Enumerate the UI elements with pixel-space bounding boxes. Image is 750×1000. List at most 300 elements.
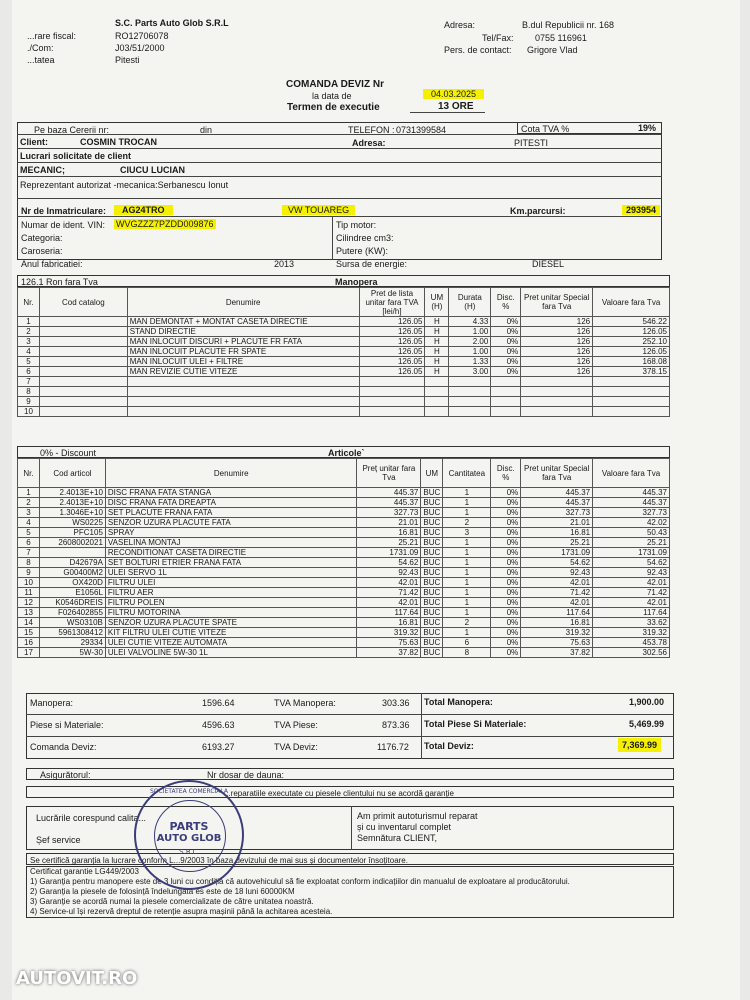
parts-cell: 16.81 xyxy=(357,618,421,628)
labor-cell: 4.33 xyxy=(449,317,491,327)
labor-cell: H xyxy=(425,357,449,367)
labor-cell: 126 xyxy=(521,347,593,357)
table-row xyxy=(18,387,670,397)
parts-cell: 17 xyxy=(18,648,40,658)
parts-cell: BUC xyxy=(421,508,443,518)
parts-cell: 0% xyxy=(491,528,521,538)
labor-net: 1596.64 xyxy=(202,698,235,708)
parts-cell: D42679A xyxy=(39,558,105,568)
parts-cell: 21.01 xyxy=(521,518,593,528)
labor-cell: 378.15 xyxy=(593,367,670,377)
warranty-line-1: 1) Garanția pentru manopere este de 3 luni cu condiția că autovehiculul să fie exploatat conform indicațiilor din manualul de exploatare al producătorului. xyxy=(30,877,570,886)
rule xyxy=(351,806,352,850)
labor-cell: 0% xyxy=(491,317,521,327)
parts-cell: 92.43 xyxy=(593,568,670,578)
client-address: PITESTI xyxy=(514,138,549,148)
parts-cell: RECONDITIONAT CASETA DIRECTIE xyxy=(105,548,357,558)
insurer-box xyxy=(26,768,674,780)
parts-total-label: Total Piese Si Materiale: xyxy=(424,719,527,729)
parts-cell: FILTRU AER xyxy=(105,588,357,598)
parts-cell: 71.42 xyxy=(593,588,670,598)
parts-cell: 0% xyxy=(491,598,521,608)
labor-cell xyxy=(127,397,359,407)
parts-cell: 1 xyxy=(443,598,491,608)
parts-cell: 29334 xyxy=(39,638,105,648)
table-row xyxy=(18,528,670,538)
labor-header-cell: Cod catalog xyxy=(39,288,127,317)
vat-value: 19% xyxy=(638,123,657,133)
labor-cell xyxy=(39,397,127,407)
labor-cell: 126.05 xyxy=(359,317,425,327)
parts-cell: 0% xyxy=(491,538,521,548)
table-row xyxy=(18,618,670,628)
labor-header-cell: Valoare fara Tva xyxy=(593,288,670,317)
parts-header-row xyxy=(18,459,670,488)
displacement-label: Cilindree cm3: xyxy=(336,233,394,243)
labor-header-cell: Durata (H) xyxy=(449,288,491,317)
date-label: la data de xyxy=(312,91,352,101)
labor-cell: 252.10 xyxy=(593,337,670,347)
parts-cell: 54.62 xyxy=(593,558,670,568)
parts-cell: 42.01 xyxy=(593,578,670,588)
labor-cell xyxy=(491,387,521,397)
labor-cell xyxy=(39,387,127,397)
table-row xyxy=(18,568,670,578)
certify-text: Se certifică garanția la lucrare conform L...9/2003 în baza devizului de mai sus și documentelor însoțitoare. xyxy=(30,856,408,865)
parts-cell: ULEI CUTIE VITEZE AUTOMATA xyxy=(105,638,357,648)
table-row xyxy=(18,608,670,618)
labor-cell xyxy=(39,347,127,357)
parts-cell: 1731.09 xyxy=(521,548,593,558)
parts-cell: 327.73 xyxy=(593,508,670,518)
parts-cell: 13 xyxy=(18,608,40,618)
labor-cell xyxy=(127,387,359,397)
labor-header-cell: Pret unitar Special fara Tva xyxy=(521,288,593,317)
order-term: 13 ORE xyxy=(438,101,474,112)
labor-cell: 546.22 xyxy=(593,317,670,327)
parts-cell: 14 xyxy=(18,618,40,628)
engine-type-label: Tip motor: xyxy=(336,220,377,230)
labor-cell xyxy=(39,407,127,417)
parts-cell: 16.81 xyxy=(521,618,593,628)
labor-cell: 2 xyxy=(18,327,40,337)
labor-vat: 303.36 xyxy=(382,698,410,708)
parts-cell: SENZOR UZURA PLACUTE SPATE xyxy=(105,618,357,628)
parts-header-cell: UM xyxy=(421,459,443,488)
parts-cell: KIT FILTRU ULEI CUTIE VITEZE xyxy=(105,628,357,638)
mechanic-label: MECANIC; xyxy=(20,165,65,175)
parts-cell: 21.01 xyxy=(357,518,421,528)
parts-table xyxy=(17,458,670,658)
parts-cell: 11 xyxy=(18,588,40,598)
reg-number: J03/51/2000 xyxy=(115,43,165,53)
parts-cell: 0% xyxy=(491,488,521,498)
parts-cell: BUC xyxy=(421,488,443,498)
labor-cell: MAN INLOCUIT PLACUTE FR SPATE xyxy=(127,347,359,357)
labor-cell xyxy=(425,397,449,407)
labor-cell: MAN INLOCUIT DISCURI + PLACUTE FR FATA xyxy=(127,337,359,347)
labor-section-title: Manopera xyxy=(335,277,378,287)
table-row xyxy=(18,407,670,417)
parts-cell: 1 xyxy=(443,578,491,588)
labor-cell: 3.00 xyxy=(449,367,491,377)
table-row xyxy=(18,538,670,548)
parts-cell: 1 xyxy=(443,538,491,548)
fuel-value: DIESEL xyxy=(532,259,565,269)
labor-cell xyxy=(491,407,521,417)
address-label: Adresa: xyxy=(444,20,476,30)
client-parts-note: ...reparatiile executate cu piesele clientului nu se acordă garanție xyxy=(224,789,454,798)
labor-vat-label: TVA Manopera: xyxy=(274,698,336,708)
parts-cell: 6 xyxy=(18,538,40,548)
parts-section-title: Articole` xyxy=(328,448,365,458)
labor-cell xyxy=(39,317,127,327)
order-date: 04.03.2025 xyxy=(423,89,484,99)
labor-cell: 1.00 xyxy=(449,327,491,337)
labor-cell: 126.05 xyxy=(359,357,425,367)
labor-cell xyxy=(127,407,359,417)
parts-cell: 0% xyxy=(491,568,521,578)
parts-cell: 42.01 xyxy=(357,598,421,608)
parts-cell: 9 xyxy=(18,568,40,578)
labor-cell xyxy=(359,397,425,407)
parts-cell: BUC xyxy=(421,628,443,638)
labor-cell xyxy=(425,377,449,387)
parts-cell: BUC xyxy=(421,538,443,548)
parts-cell: 3 xyxy=(18,508,40,518)
client-signature-label: Semnătura CLIENT, xyxy=(357,833,438,843)
rule xyxy=(17,162,662,163)
parts-cell: 1 xyxy=(443,558,491,568)
parts-cell: OX420D xyxy=(39,578,105,588)
labor-header-cell: Pret de lista unitar fara TVA [lei/h] xyxy=(359,288,425,317)
parts-cell: 54.62 xyxy=(357,558,421,568)
parts-cell: BUC xyxy=(421,598,443,608)
plate-number: AG24TRO xyxy=(114,205,173,215)
reg-label: ./Com: xyxy=(27,43,54,53)
site-watermark: AUTOVIT.RO xyxy=(16,968,138,989)
parts-cell: 0% xyxy=(491,628,521,638)
client-name: COSMIN TROCAN xyxy=(80,137,157,147)
plate-label: Nr de Inmatriculare: xyxy=(21,206,107,216)
parts-cell: 445.37 xyxy=(593,498,670,508)
works-label: Lucrari solicitate de client xyxy=(20,151,132,161)
labor-cell: H xyxy=(425,367,449,377)
labor-cell xyxy=(39,337,127,347)
parts-cell: 33.62 xyxy=(593,618,670,628)
parts-cell: G00400M2 xyxy=(39,568,105,578)
body-label: Caroseria: xyxy=(21,246,63,256)
labor-cell: 10 xyxy=(18,407,40,417)
parts-cell: 1731.09 xyxy=(593,548,670,558)
labor-header-cell: UM (H) xyxy=(425,288,449,317)
parts-cell: DISC FRANA FATA DREAPTA xyxy=(105,498,357,508)
table-row xyxy=(18,558,670,568)
vin-label: Numar de ident. VIN: xyxy=(21,220,106,230)
parts-cell: 117.64 xyxy=(593,608,670,618)
vehicle-model: VW TOUAREG xyxy=(282,205,355,215)
parts-cell: 2 xyxy=(443,618,491,628)
mechanic-name: CIUCU LUCIAN xyxy=(120,165,185,175)
parts-cell: DISC FRANA FATA STANGA xyxy=(105,488,357,498)
labor-cell xyxy=(359,387,425,397)
labor-cell xyxy=(449,407,491,417)
parts-cell: 1731.09 xyxy=(357,548,421,558)
parts-cell: 1 xyxy=(18,488,40,498)
parts-cell: SET PLACUTE FRANA FATA xyxy=(105,508,357,518)
labor-cell: 0% xyxy=(491,347,521,357)
parts-header-cell: Cod articol xyxy=(39,459,105,488)
order-title: COMANDA DEVIZ Nr xyxy=(286,79,384,90)
parts-cell: 0% xyxy=(491,648,521,658)
parts-cell: 25.21 xyxy=(521,538,593,548)
parts-cell: 71.42 xyxy=(357,588,421,598)
client-phone-label: TELEFON : xyxy=(348,125,395,135)
table-row xyxy=(18,588,670,598)
labor-cell xyxy=(449,377,491,387)
table-row xyxy=(18,397,670,407)
labor-cell: 3 xyxy=(18,337,40,347)
labor-cell: 6 xyxy=(18,367,40,377)
parts-cell: 25.21 xyxy=(593,538,670,548)
parts-cell: BUC xyxy=(421,648,443,658)
parts-cell: 4 xyxy=(18,518,40,528)
works-match: Lucrările corespund calita... xyxy=(36,813,147,823)
labor-total: 1,900.00 xyxy=(629,697,665,707)
labor-cell: 7 xyxy=(18,377,40,387)
warranty-line-4: 4) Service-ul își rezervă dreptul de retenție asupra mașinii până la achitarea acesteia. xyxy=(30,907,333,916)
labor-cell: 4 xyxy=(18,347,40,357)
labor-cell xyxy=(491,377,521,387)
parts-cell: 15 xyxy=(18,628,40,638)
labor-cell: 0% xyxy=(491,327,521,337)
labor-cell: 126.05 xyxy=(359,347,425,357)
labor-cell xyxy=(425,387,449,397)
table-row xyxy=(18,377,670,387)
labor-cell xyxy=(359,377,425,387)
parts-cell: 0% xyxy=(491,618,521,628)
parts-cell: 3 xyxy=(443,528,491,538)
parts-cell: 42.01 xyxy=(521,578,593,588)
order-net-label: Comanda Deviz: xyxy=(30,742,97,752)
parts-cell: 0% xyxy=(491,508,521,518)
parts-cell: 319.32 xyxy=(521,628,593,638)
parts-cell: ULEI VALVOLINE 5W-30 1L xyxy=(105,648,357,658)
parts-cell: 0% xyxy=(491,638,521,648)
table-row xyxy=(18,488,670,498)
parts-cell: E1056L xyxy=(39,588,105,598)
parts-cell: F026402855 xyxy=(39,608,105,618)
parts-cell xyxy=(39,548,105,558)
rule xyxy=(17,148,662,149)
parts-vat-label: TVA Piese: xyxy=(274,720,318,730)
parts-cell: SET BOLTURI ETRIER FRANA FATA xyxy=(105,558,357,568)
claim-label: Nr dosar de dauna: xyxy=(207,770,285,780)
table-row xyxy=(18,628,670,638)
parts-cell: 1 xyxy=(443,498,491,508)
labor-cell: H xyxy=(425,327,449,337)
table-row xyxy=(18,648,670,658)
contact-label: Pers. de contact: xyxy=(444,45,512,55)
labor-cell xyxy=(39,367,127,377)
labor-cell xyxy=(39,377,127,387)
parts-cell: 5W-30 xyxy=(39,648,105,658)
parts-cell: 2608002021 xyxy=(39,538,105,548)
parts-cell: 5961308412 xyxy=(39,628,105,638)
parts-cell: SPRAY xyxy=(105,528,357,538)
warranty-cert: Certificat garantie LG449/2003 xyxy=(30,867,139,876)
parts-cell: 25.21 xyxy=(357,538,421,548)
parts-cell: 2.4013E+10 xyxy=(39,498,105,508)
table-row xyxy=(18,357,670,367)
labor-cell: 2.00 xyxy=(449,337,491,347)
km-label: Km.parcursi: xyxy=(510,206,566,216)
rule xyxy=(332,216,333,260)
parts-cell: 319.32 xyxy=(593,628,670,638)
parts-cell: BUC xyxy=(421,578,443,588)
parts-cell: 8 xyxy=(18,558,40,568)
parts-header-cell: Valoare fara Tva xyxy=(593,459,670,488)
company-stamp xyxy=(134,780,244,890)
labor-cell: 126.05 xyxy=(359,337,425,347)
request-label: Pe baza Cererii nr: xyxy=(34,125,110,135)
parts-cell: 0% xyxy=(491,588,521,598)
labor-header-cell: Nr. xyxy=(18,288,40,317)
labor-cell: H xyxy=(425,337,449,347)
received-line-1: Am primit autoturismul reparat xyxy=(357,811,478,821)
labor-cell: H xyxy=(425,347,449,357)
parts-cell: 2 xyxy=(443,518,491,528)
parts-cell: SENZOR UZURA PLACUTE FATA xyxy=(105,518,357,528)
parts-cell: 75.63 xyxy=(357,638,421,648)
year-value: 2013 xyxy=(274,259,295,269)
parts-header-cell: Denumire xyxy=(105,459,357,488)
parts-cell: 445.37 xyxy=(521,498,593,508)
client-label: Client: xyxy=(20,137,48,147)
parts-cell: 1 xyxy=(443,608,491,618)
labor-cell xyxy=(449,397,491,407)
table-row xyxy=(18,598,670,608)
parts-cell: 1 xyxy=(443,508,491,518)
parts-cell: BUC xyxy=(421,588,443,598)
labor-cell: MAN DEMONTAT + MONTAT CASETA DIRECTIE xyxy=(127,317,359,327)
parts-cell: BUC xyxy=(421,638,443,648)
fiscal-code: RO12706078 xyxy=(115,31,169,41)
parts-cell: 54.62 xyxy=(521,558,593,568)
parts-cell: 0% xyxy=(491,608,521,618)
table-row xyxy=(18,578,670,588)
company-city: Pitesti xyxy=(115,55,140,65)
parts-header-cell: Pret unitar Special fara Tva xyxy=(521,459,593,488)
parts-cell: 453.78 xyxy=(593,638,670,648)
parts-cell: 0% xyxy=(491,518,521,528)
parts-cell: 2 xyxy=(18,498,40,508)
parts-cell: VASELINA MONTAJ xyxy=(105,538,357,548)
labor-cell xyxy=(359,407,425,417)
parts-cell: BUC xyxy=(421,568,443,578)
parts-total: 5,469.99 xyxy=(629,719,665,729)
parts-cell: WS0225 xyxy=(39,518,105,528)
fuel-label: Sursa de energie: xyxy=(336,259,408,269)
rule xyxy=(17,216,662,217)
labor-cell: 126 xyxy=(521,337,593,347)
parts-cell: FILTRU POLEN xyxy=(105,598,357,608)
labor-cell: H xyxy=(425,317,449,327)
parts-cell: 16.81 xyxy=(357,528,421,538)
parts-cell: 6 xyxy=(443,638,491,648)
rule xyxy=(421,693,422,759)
insurer-label: Asigurătorul: xyxy=(40,770,91,780)
parts-cell: FILTRU MOTORINA xyxy=(105,608,357,618)
parts-cell: 16.81 xyxy=(521,528,593,538)
rule xyxy=(17,134,662,135)
parts-cell: 445.37 xyxy=(521,488,593,498)
parts-cell: 50.43 xyxy=(593,528,670,538)
parts-cell: 0% xyxy=(491,578,521,588)
parts-cell: 1.3046E+10 xyxy=(39,508,105,518)
warranty-line-2: 2) Garanția la piesele de folosință îndelungată es este de 18 luni 60000KM xyxy=(30,887,295,896)
parts-cell: 10 xyxy=(18,578,40,588)
labor-cell: 168.08 xyxy=(593,357,670,367)
parts-cell: 75.63 xyxy=(521,638,593,648)
grand-total: 7,369.99 xyxy=(618,738,661,752)
labor-cell: 126 xyxy=(521,357,593,367)
term-label: Termen de executie xyxy=(287,102,380,113)
stamp-text-bottom: S.R.L. xyxy=(179,848,199,856)
parts-header-cell: Disc. % xyxy=(491,459,521,488)
parts-cell: 37.82 xyxy=(521,648,593,658)
labor-cell: 0% xyxy=(491,337,521,347)
parts-cell: 0% xyxy=(491,548,521,558)
rule xyxy=(17,176,662,177)
labor-net-label: Manopera: xyxy=(30,698,74,708)
parts-cell: 445.37 xyxy=(593,488,670,498)
labor-cell: 8 xyxy=(18,387,40,397)
parts-cell: 445.37 xyxy=(357,488,421,498)
parts-cell: 92.43 xyxy=(521,568,593,578)
labor-cell xyxy=(521,387,593,397)
parts-cell: BUC xyxy=(421,548,443,558)
parts-cell: BUC xyxy=(421,518,443,528)
term-underline xyxy=(410,112,485,113)
labor-cell xyxy=(593,397,670,407)
parts-cell: K0546DREIS xyxy=(39,598,105,608)
parts-cell: PFC105 xyxy=(39,528,105,538)
parts-cell: FILTRU ULEI xyxy=(105,578,357,588)
labor-cell xyxy=(593,377,670,387)
labor-rate-note: 126.1 Ron fara Tva xyxy=(21,277,98,287)
totals-box xyxy=(26,693,674,759)
parts-cell: 319.32 xyxy=(357,628,421,638)
parts-net: 4596.63 xyxy=(202,720,235,730)
parts-header-cell: Preț unitar fara Tva xyxy=(357,459,421,488)
phone-label: Tel/Fax: xyxy=(482,33,514,43)
labor-cell: 0% xyxy=(491,357,521,367)
labor-cell xyxy=(449,387,491,397)
labor-cell: 0% xyxy=(491,367,521,377)
parts-cell: 327.73 xyxy=(521,508,593,518)
parts-cell: 117.64 xyxy=(357,608,421,618)
parts-cell: 327.73 xyxy=(357,508,421,518)
parts-cell: 1 xyxy=(443,488,491,498)
table-row xyxy=(18,518,670,528)
parts-cell: 42.02 xyxy=(593,518,670,528)
parts-cell: 1 xyxy=(443,588,491,598)
table-row xyxy=(18,337,670,347)
parts-cell: 1 xyxy=(443,628,491,638)
km-value: 293954 xyxy=(622,205,660,215)
parts-cell: BUC xyxy=(421,618,443,628)
